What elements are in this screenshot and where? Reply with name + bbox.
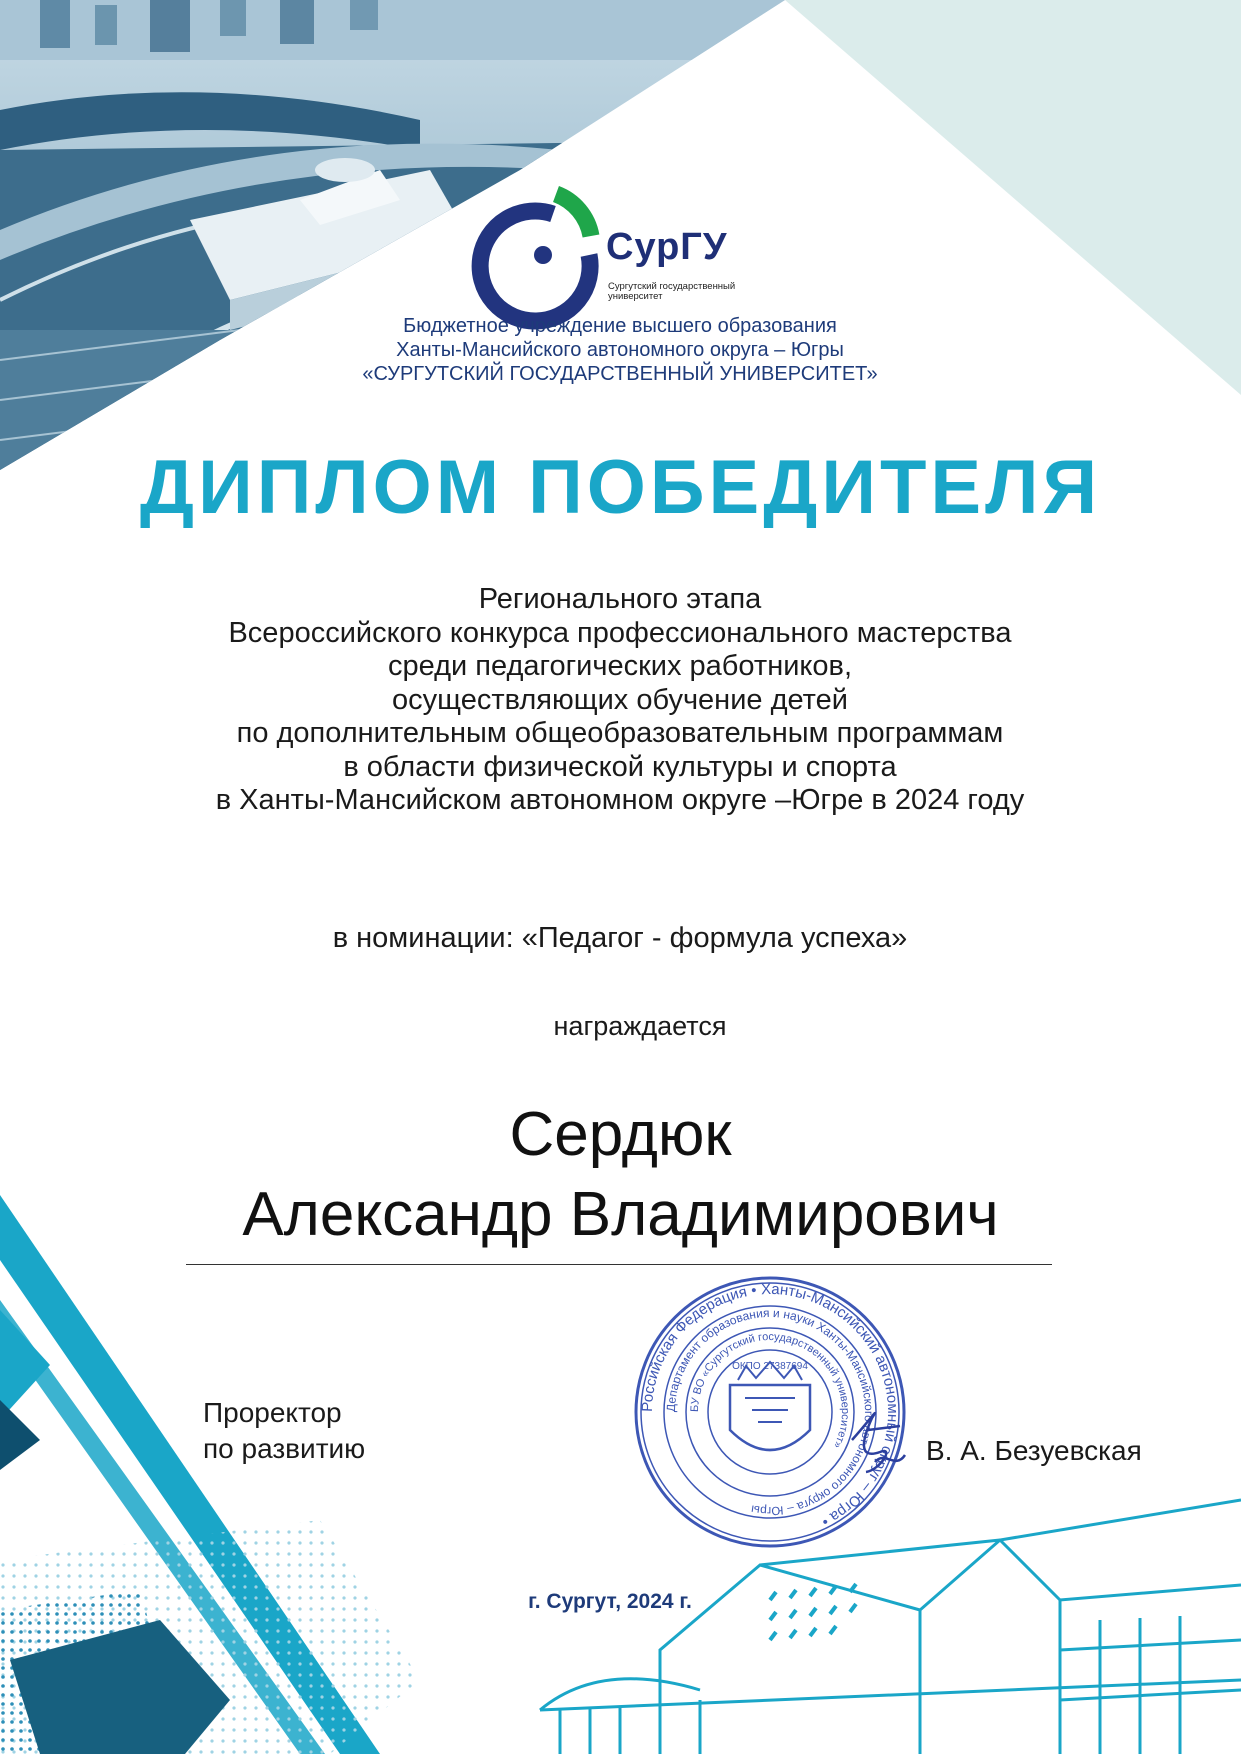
institution-line-1: Бюджетное учреждение высшего образования [403, 315, 837, 337]
signatory-position-line-2: по развитию [203, 1433, 366, 1464]
description-line-2: Всероссийского конкурса профессионального мастерства [228, 616, 1012, 649]
recipient-given-names: Александр Владимирович [242, 1180, 999, 1249]
stamp-middle-text: Департамент образования и науки Ханты-Мансийского автономного округа – Югры [663, 1305, 877, 1519]
city-year: г. Сургут, 2024 г. [528, 1590, 692, 1613]
logo-subtitle: Сургутский государственный университет [608, 281, 736, 302]
diploma-title: ДИПЛОМ ПОБЕДИТЕЛЯ [139, 445, 1102, 530]
description-line-7: в Ханты-Мансийском автономном округе –Югре в 2024 году [215, 784, 1025, 816]
description-line-6: в области физической культуры и спорта [343, 750, 897, 783]
svg-text:БУ ВО «Сургутский государствен [689, 1331, 851, 1450]
description-line-1: Регионального этапа [478, 583, 762, 615]
description-line-3: среди педагогических работников, [387, 650, 853, 682]
recipient-surname: Сердюк [509, 1100, 732, 1169]
official-stamp-text [639, 1281, 901, 1530]
stamp-outer-text: Российская Федерация • Ханты-Мансийский автономный округ – Югра • [638, 1280, 902, 1531]
institution-line-2: Ханты-Мансийского автономного округа – Югры [396, 339, 844, 361]
description-line-5: по дополнительным общеобразовательным программам [236, 717, 1004, 749]
name-underline [186, 1264, 1052, 1265]
stamp-inner-text: БУ ВО «Сургутский государственный университет» [688, 1330, 852, 1451]
building-illustration [540, 1500, 1241, 1754]
logo-name: СурГУ [606, 226, 728, 268]
recipient-name [100, 1095, 1141, 1255]
stamp-okpo: ОКПО 27387694 [732, 1361, 808, 1372]
awarded-label: награждается [553, 1011, 727, 1041]
institution-line-3: «СУРГУТСКИЙ ГОСУДАРСТВЕННЫЙ УНИВЕРСИТЕТ» [362, 363, 878, 385]
nomination: в номинации: «Педагог - формула успеха» [332, 922, 908, 954]
signatory-position [203, 1395, 365, 1467]
signatory-position-line-1: Проректор [203, 1397, 342, 1428]
surgu-logo-icon [480, 194, 591, 321]
institution-name [290, 314, 950, 386]
decor-bottom-left [0, 1195, 420, 1754]
signatory-name: В. А. Безуевская [926, 1435, 1142, 1466]
competition-description [70, 583, 1170, 818]
description-line-4: осуществляющих обучение детей [392, 683, 848, 716]
